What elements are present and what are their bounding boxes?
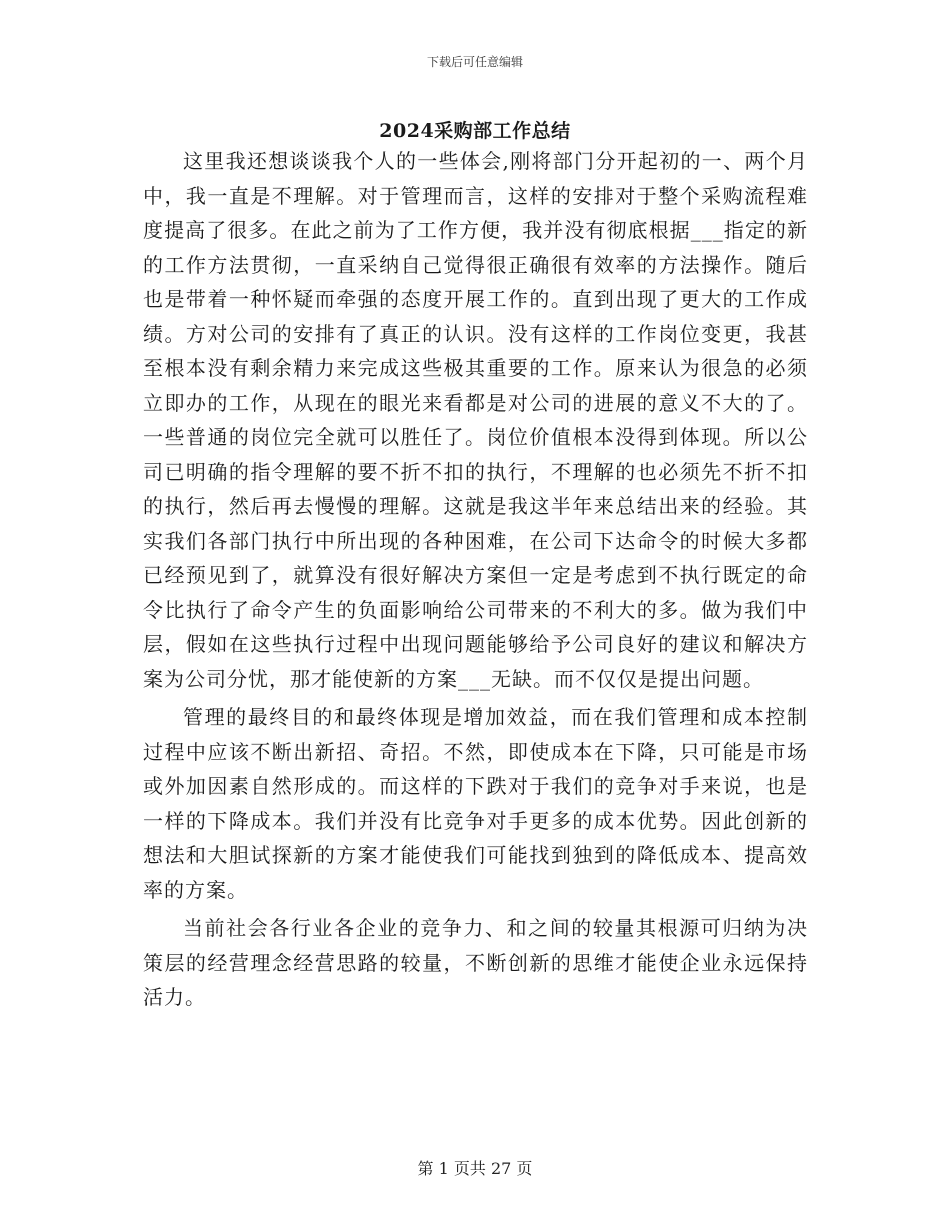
paragraph-2: 管理的最终目的和最终体现是增加效益，而在我们管理和成本控制过程中应该不断出新招、奇招。不然，即使成本在下降，只可能是市场或外加因素自然形成的。而这样的下跌对于我们的竞争对手来说，也是一样的下降成本。我们并没有比竞争对手更多的成本优势。因此创新的想法和大胆试探新的方案才能使我们可能找到独到的降低成本、提高效率的方案。 [143,705,808,902]
header-note: 下载后可任意编辑 [426,55,523,69]
page-footer: 第 1 页共 27 页 [417,1159,533,1178]
document-body [143,144,808,1015]
paragraph-3: 当前社会各行业各企业的竞争力、和之间的较量其根源可归纳为决策层的经营理念经营思路的较量，不断创新的思维才能使企业永远保持活力。 [143,916,808,1009]
document-title: 2024采购部工作总结 [379,120,571,142]
paragraph-1: 这里我还想谈谈我个人的一些体会,刚将部门分开起初的一、两个月中，我一直是不理解。对于管理而言，这样的安排对于整个采购流程难度提高了很多。在此之前为了工作方便，我并没有彻底根据___指定的新的工作方法贯彻，一直采纳自己觉得很正确很有效率的方法操作。随后也是带着一种怀疑而牵强的态度开展工作的。直到出现了更大的工作成绩。方对公司的安排有了真正的认识。没有这样的工作岗位变更，我甚至根本没有剩余精力来完成这些极其重要的工作。原来认为很急的必须立即办的工作，从现在的眼光来看都是对公司的进展的意义不大的了。一些普通的岗位完全就可以胜任了。岗位价值根本没得到体现。所以公司已明确的指令理解的要不折不扣的执行，不理解的也必须先不折不扣的执行，然后再去慢慢的理解。这就是我这半年来总结出来的经验。其实我们各部门执行中所出现的各种困难，在公司下达命令的时候大多都已经预见到了，就算没有很好解决方案但一定是考虑到不执行既定的命令比执行了命令产生的负面影响给公司带来的不利大的多。做为我们中层，假如在这些执行过程中出现问题能够给予公司良好的建议和解决方案为公司分忧，那才能使新的方案___无缺。而不仅仅是提出问题。 [143,149,808,691]
